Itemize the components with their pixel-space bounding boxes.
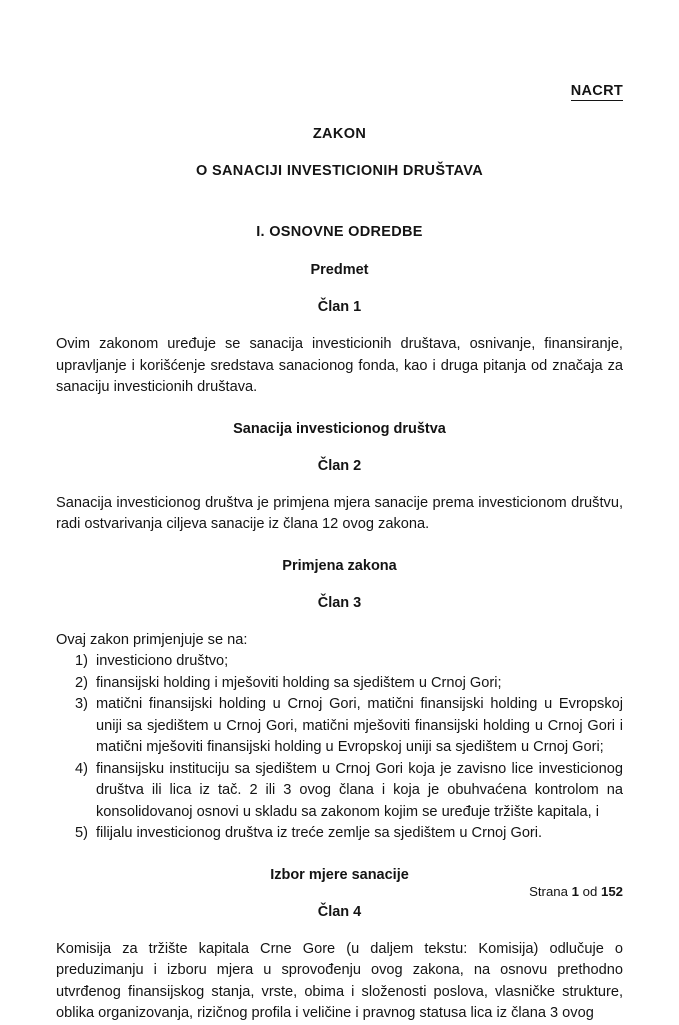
article-label-1: Član 1	[317, 299, 362, 315]
draft-marker: NACRT	[570, 83, 623, 99]
document-content	[56, 0, 623, 1025]
footer-total-pages: 152	[600, 884, 623, 899]
article-3-list	[56, 651, 623, 845]
law-title-line2: O SANACIJI INVESTICIONIH DRUŠTAVA	[195, 163, 484, 179]
list-item-text: filijalu investicionog društva iz treće zemlje sa sjedištem u Crnoj Gori.	[96, 825, 543, 841]
list-item-text: matični finansijski holding u Crnoj Gori, matični finansijski holding u Evropskoj uniji sa sjedištem u Crnoj Gori, matični mješoviti finansijski holding u Crnoj Gori i matični mješoviti finansijski holding u Evropskoj uniji sa sjedištem u Crnoj Gori;	[96, 696, 623, 755]
footer-page-number: 1	[571, 884, 579, 899]
list-item	[56, 673, 623, 695]
footer-separator: od	[582, 884, 598, 899]
article-1-paragraph-1: Ovim zakonom uređuje se sanacija investicionih društava, osnivanje, finansiranje, upravljanje i korišćenje sredstava sanacionog fonda, kao i druga pitanja od značaja za sanaciju investicionih društava.	[56, 336, 623, 395]
footer-prefix: Strana	[529, 884, 568, 899]
article-3-lead-in: Ovaj zakon primjenjuje se na:	[56, 631, 248, 648]
article-label-4: Član 4	[317, 903, 362, 920]
page-footer	[56, 884, 623, 899]
list-item	[56, 651, 623, 673]
article-2-paragraph-1: Sanacija investicionog društva je primjena mjera sanacije prema investicionom društvu, radi ostvarivanja ciljeva sanacije iz člana 12 ovog zakona.	[56, 494, 623, 532]
list-item-number: 5)	[75, 825, 88, 841]
draft-marker-row	[56, 82, 623, 101]
list-item	[56, 759, 623, 824]
article-heading-sanacija-investicionog-drustva: Sanacija investicionog društva	[233, 420, 446, 437]
list-item-number: 1)	[75, 653, 88, 669]
section-heading-basic-provisions: I. OSNOVNE ODREDBE	[256, 224, 423, 240]
list-item-number: 3)	[75, 696, 88, 712]
article-heading-primjena-zakona: Primjena zakona	[282, 557, 397, 574]
list-item-text: investiciono društvo;	[96, 653, 229, 669]
list-item-number: 2)	[75, 674, 88, 691]
article-heading-predmet: Predmet	[310, 262, 369, 278]
list-item	[56, 823, 623, 845]
article-heading-izbor-mjere-sanacije: Izbor mjere sanacije	[270, 866, 409, 883]
list-item-text: finansijski holding i mješoviti holding sa sjedištem u Crnoj Gori;	[96, 674, 502, 691]
list-item	[56, 694, 623, 759]
article-label-2: Član 2	[317, 457, 362, 474]
list-item-text: finansijsku instituciju sa sjedištem u Crnoj Gori koja je zavisno lice investicionog društva ili lica iz tač. 2 ili 3 ovog člana i koja je obuhvaćena kontrolom na konsolidovanoj osnovi u skladu sa zakonom kojim se uređuje tržište kapitala, i	[96, 760, 623, 820]
law-title-line1: ZAKON	[312, 126, 367, 142]
article-label-3: Član 3	[317, 594, 362, 611]
list-item-number: 4)	[75, 760, 88, 777]
article-4-paragraph-1: Komisija za tržište kapitala Crne Gore (u daljem tekstu: Komisija) odlučuje o preduzimanju i izboru mjera u sprovođenju ovog zakona, na osnovu prethodno utvrđenog finansijskog stanja, vrste, obima i složenosti poslova, vlasničke strukture, oblika organizovanja, rizičnog profila i veličine i pravnog statusa lica iz člana 3 ovog	[56, 940, 623, 1021]
